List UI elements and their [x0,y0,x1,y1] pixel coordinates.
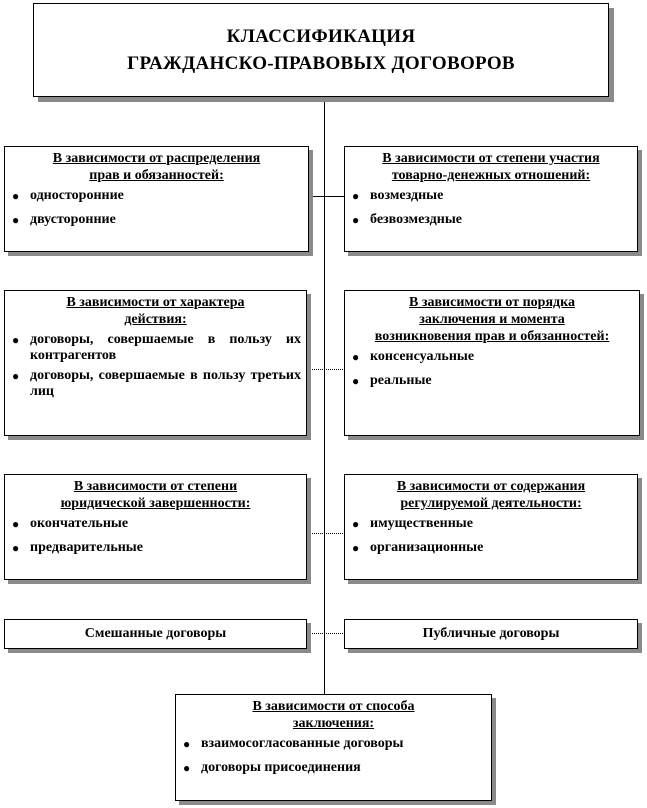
box-heading: В зависимости от порядка [409,295,575,310]
box-heading: В зависимости от распределения [52,151,261,166]
bullet-icon: ● [12,541,20,555]
list-item: ● возмездные [352,188,444,203]
spine-line [324,97,325,694]
bullet-icon: ● [12,369,20,383]
connector-row1 [309,196,345,197]
box-heading: В зависимости от способа [252,699,415,714]
list-item: ● окончательные [12,516,129,531]
list-item: ● консенсуальные [352,349,475,364]
box-label: Публичные договоры [422,626,560,641]
box-heading: В зависимости от степени участия [382,151,600,166]
box-heading: заключения и момента [419,312,565,327]
bullet-icon: ● [352,517,360,531]
list-item: ● двусторонние [12,212,116,227]
list-item: ● безвозмездные [352,212,462,227]
list-item: ● реальные [352,373,432,388]
bullet-icon: ● [12,189,20,203]
title-line-2: ГРАЖДАНСКО-ПРАВОВЫХ ДОГОВОРОВ [127,53,515,74]
box-heading: действия: [124,312,187,327]
box-heading: товарно-денежных отношений: [391,168,591,183]
title-line-1: КЛАССИФИКАЦИЯ [226,26,416,47]
connector-row3 [307,533,345,534]
box-public-contracts [344,619,638,649]
box-heading: В зависимости от содержания [396,479,586,494]
box-heading: заключения: [292,716,375,731]
box-activity-content [344,474,638,580]
list-item: ● организационные [352,540,484,555]
box-conclusion-order [344,290,640,436]
bullet-icon: ● [12,333,20,347]
connector-row4 [307,633,345,634]
box-heading: В зависимости от степени [73,479,238,494]
box-heading: юридической завершенности: [60,496,251,511]
bullet-icon: ● [352,350,360,364]
list-item: ● односторонние [12,188,124,203]
box-heading: прав и обязанностей: [89,168,224,183]
diagram-title [33,3,609,97]
bullet-icon: ● [352,189,360,203]
list-item: ● имущественные [352,516,473,531]
list-item: ● договоры, совершаемые в пользу третьих лиц [12,368,301,399]
box-heading: регулируемой деятельности: [400,496,582,511]
box-heading: В зависимости от характера [66,295,245,310]
list-item: ● договоры присоединения [183,760,361,775]
bullet-icon: ● [12,213,20,227]
list-item: ● предварительные [12,540,143,555]
box-commodity-money [344,146,638,252]
box-mixed-contracts [4,619,307,649]
box-conclusion-method [175,694,492,801]
bullet-icon: ● [352,541,360,555]
box-heading: возникновения прав и обязанностей: [374,329,610,344]
box-rights-distribution [4,146,309,252]
box-legal-completeness [4,474,307,580]
list-item: ● договоры, совершаемые в пользу их контрагентов [12,332,301,363]
box-label: Смешанные договоры [84,626,227,641]
connector-row2 [307,369,345,370]
bullet-icon: ● [352,374,360,388]
bullet-icon: ● [183,737,191,751]
list-item: ● взаимосогласованные договоры [183,736,404,751]
bullet-icon: ● [12,517,20,531]
bullet-icon: ● [352,213,360,227]
bullet-icon: ● [183,761,191,775]
box-action-nature [4,290,307,436]
